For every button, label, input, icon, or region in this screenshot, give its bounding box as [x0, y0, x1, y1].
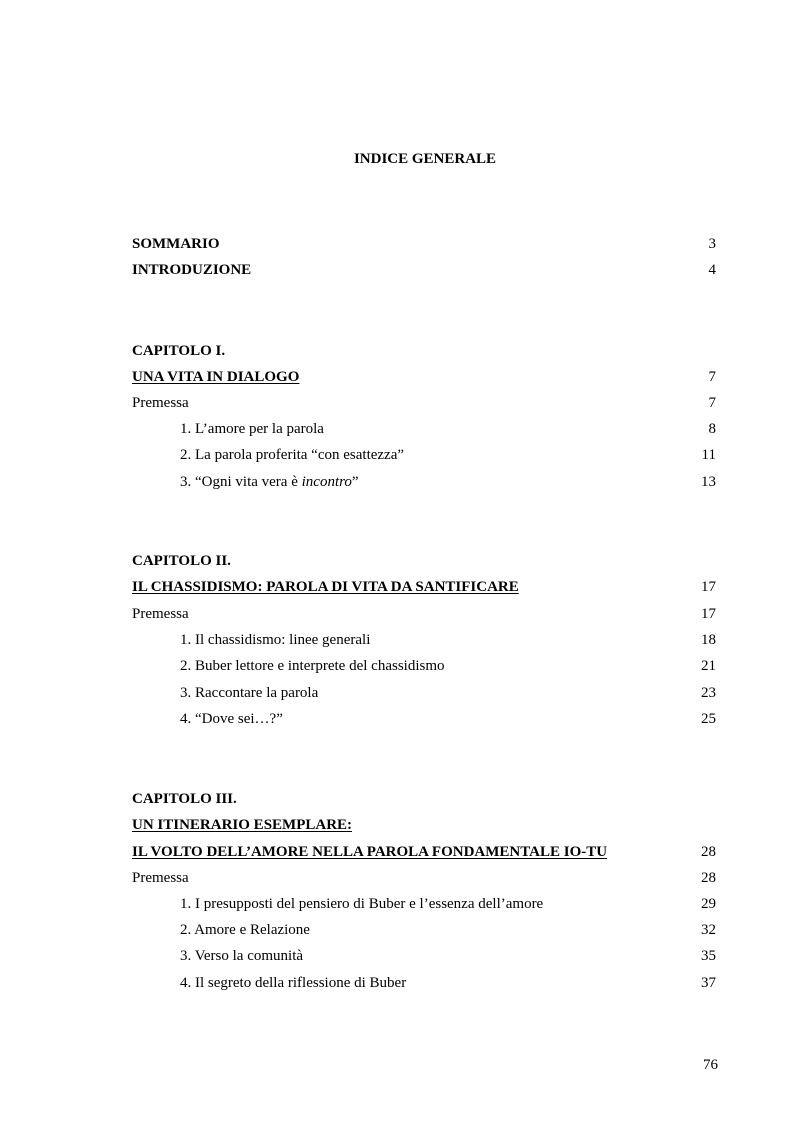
- toc-section: [132, 656, 716, 676]
- toc-section-page: 21: [701, 658, 716, 674]
- toc-section-page: 35: [701, 948, 716, 964]
- toc-entry-label: Premessa: [132, 606, 189, 622]
- chapter-title-label: IL VOLTO DELL’AMORE NELLA PAROLA FONDAMENTALE IO-TU: [132, 844, 608, 860]
- toc-section-label-suffix: ”: [351, 474, 359, 490]
- toc-section: [132, 894, 716, 914]
- toc-section-label-italic: incontro: [301, 474, 352, 490]
- toc-section-page: 18: [701, 632, 716, 648]
- toc-section: [132, 683, 716, 703]
- toc-section: [132, 472, 716, 492]
- chapter-3-title-line-2: [132, 842, 716, 862]
- page-number: 76: [703, 1057, 718, 1073]
- toc-section-label: 1. L’amore per la parola: [180, 421, 324, 437]
- toc-entry-page: 17: [701, 606, 716, 622]
- chapter-title-label: IL CHASSIDISMO: PAROLA DI VITA DA SANTIFICARE: [132, 579, 519, 595]
- toc-section-page: 29: [701, 896, 716, 912]
- toc-entry-page: 7: [708, 395, 716, 411]
- chapter-2-heading: [132, 551, 716, 571]
- toc-section-label: 1. I presupposti del pensiero di Buber e l’essenza dell’amore: [180, 896, 544, 912]
- chapter-1-title: [132, 367, 716, 387]
- toc-section-label: 4. “Dove sei…?”: [180, 711, 283, 727]
- chapter-heading-label: CAPITOLO III.: [132, 791, 237, 807]
- toc-section-label: 3. Verso la comunità: [180, 948, 304, 964]
- toc-section: [132, 419, 716, 439]
- toc-section-page: 13: [701, 474, 716, 490]
- chapter-title-label: UN ITINERARIO ESEMPLARE:: [132, 817, 353, 833]
- chapter-heading-label: CAPITOLO I.: [132, 343, 226, 359]
- chapter-heading-label: CAPITOLO II.: [132, 553, 231, 569]
- chapter-title-label: UNA VITA IN DIALOGO: [132, 369, 300, 385]
- toc-section: [132, 630, 716, 650]
- toc-entry-page: 4: [708, 262, 716, 278]
- toc-section: [132, 973, 716, 993]
- chapter-2-title: [132, 577, 716, 597]
- chapter-3-title-line-1: [132, 815, 716, 835]
- toc-entry-label: Premessa: [132, 870, 189, 886]
- toc-entry-sommario: [132, 234, 716, 254]
- chapter-3-premessa: [132, 868, 716, 888]
- toc-section-page: 25: [701, 711, 716, 727]
- toc-section-label: 2. La parola proferita “con esattezza”: [180, 447, 405, 463]
- chapter-2-premessa: [132, 604, 716, 624]
- toc-section: [132, 946, 716, 966]
- toc-section-label: 2. Amore e Relazione: [180, 922, 310, 938]
- chapter-1-heading: [132, 341, 716, 361]
- toc-entry-page: 28: [701, 844, 716, 860]
- toc-section-page: 37: [701, 975, 716, 991]
- toc-entry-label: SOMMARIO: [132, 236, 220, 252]
- toc-entry-page: 3: [708, 236, 716, 252]
- toc-section-page: 32: [701, 922, 716, 938]
- toc-entry-page: 28: [701, 870, 716, 886]
- toc-section-page: 11: [701, 447, 716, 463]
- toc-section-page: 8: [708, 421, 716, 437]
- toc-section-label-prefix: 3. “Ogni vita vera è: [180, 474, 302, 490]
- chapter-1-premessa: [132, 393, 716, 413]
- toc-entry-page: 17: [701, 579, 716, 595]
- toc-section: [132, 920, 716, 940]
- toc-section: [132, 709, 716, 729]
- toc-section-label: 1. Il chassidismo: linee generali: [180, 632, 371, 648]
- toc-section: [132, 445, 716, 465]
- toc-entry-introduzione: [132, 260, 716, 280]
- toc-section-label: 3. Raccontare la parola: [180, 685, 319, 701]
- chapter-3-heading: [132, 789, 716, 809]
- toc-entry-label: INTRODUZIONE: [132, 262, 252, 278]
- toc-section-label: [180, 472, 359, 492]
- toc-section-page: 23: [701, 685, 716, 701]
- toc-entry-label: Premessa: [132, 395, 189, 411]
- page-title: INDICE GENERALE: [353, 151, 497, 167]
- toc-section-label: 2. Buber lettore e interprete del chassidismo: [180, 658, 445, 674]
- toc-entry-page: 7: [708, 369, 716, 385]
- toc-section-label: 4. Il segreto della riflessione di Buber: [180, 975, 407, 991]
